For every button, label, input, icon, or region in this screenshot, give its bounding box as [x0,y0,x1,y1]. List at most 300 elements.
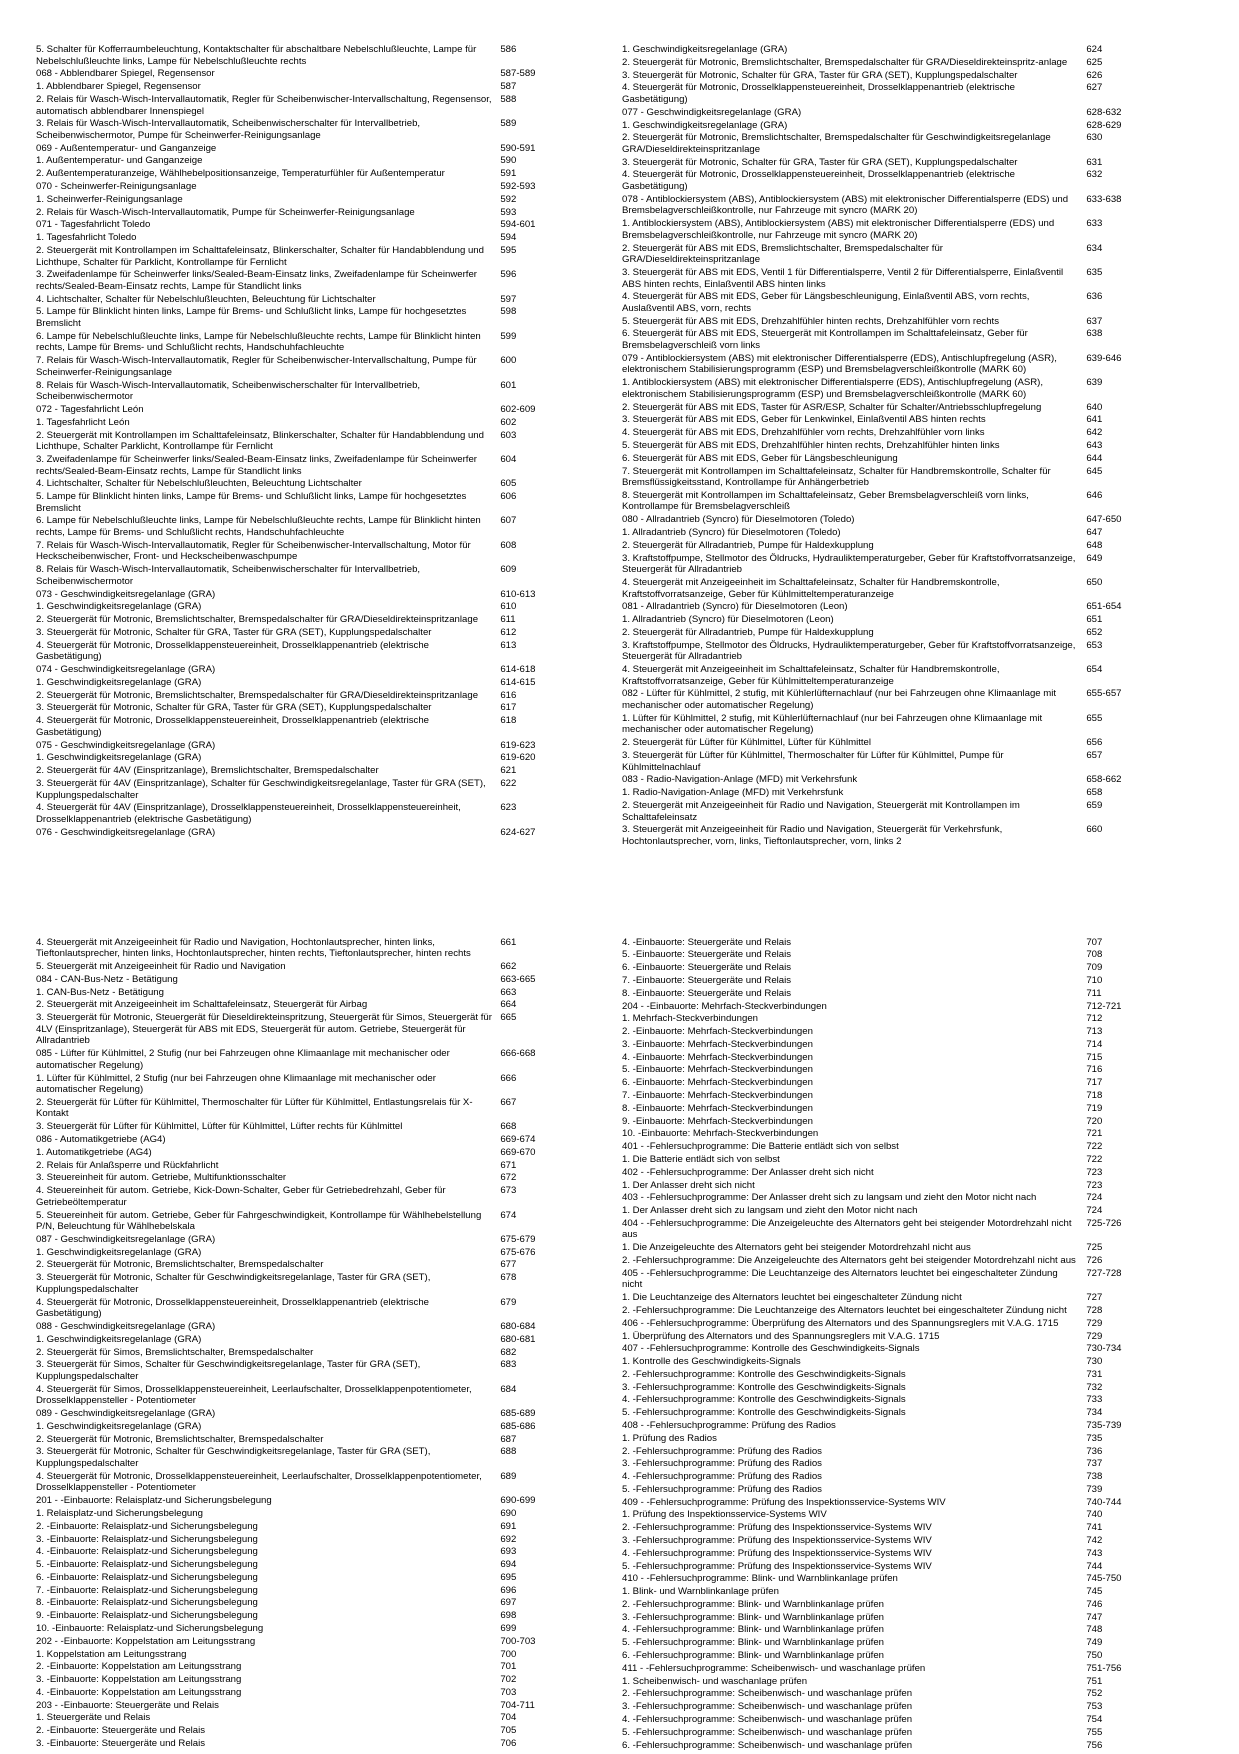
toc-entry-label[interactable]: 406 - -Fehlersuchprogramme: Überprüfung des Alternators und des Spannungsreglers mit V.A.G. 1715 [622,1317,1059,1329]
toc-entry-row[interactable] [622,120,1182,133]
toc-entry-row[interactable] [622,1458,1182,1471]
toc-entry-row[interactable] [622,1255,1182,1268]
toc-entry-row[interactable] [36,999,596,1012]
toc-entry-row[interactable] [622,601,1182,614]
toc-entry-label[interactable]: 4. Steuergerät für Motronic, Drosselklappensteuereinheit, Drosselklappenantrieb (elektrische Gasbetätigung) [36,639,430,663]
toc-entry-label[interactable]: 1. Tagesfahrlicht León [36,416,130,428]
toc-entry-row[interactable] [36,1546,596,1559]
toc-entry-row[interactable] [622,1128,1182,1141]
toc-entry-row[interactable] [36,306,596,330]
toc-entry-row[interactable] [36,417,596,430]
toc-entry-row[interactable] [36,1700,596,1713]
toc-entry-label[interactable]: 4. Steuergerät mit Anzeigeeinheit im Schalttafeleinsatz, Schalter für Handbremskontrolle, Kraftstoffvorratsanzeige, Geber für Kühlmitteltemperaturanzeige [622,664,1000,687]
toc-entry-row[interactable] [36,1661,596,1674]
toc-entry-row[interactable] [36,589,596,602]
toc-entry-label[interactable]: 4. Steuergerät mit Anzeigeeinheit für Radio und Navigation, Hochtonlautsprecher, hinten links, Tieftonlautsprecher, hinten links, Hochtonlautsprecher, hinten rechts, Tieftonlautsprecher, hinten rechts [36,936,471,960]
toc-entry-label[interactable]: 6. Lampe für Nebelschlußleuchte links, Lampe für Nebelschlußleuchte rechts, Lampe für Blinklicht hinten rechts, Lampe für Brems- und Schlußlicht rechts, Handschuhfachleuchte [36,330,481,354]
toc-entry-row[interactable] [622,267,1182,291]
toc-entry-row[interactable] [36,1471,596,1495]
toc-entry-label[interactable]: 087 - Geschwindigkeitsregelanlage (GRA) [36,1233,216,1245]
toc-entry-row[interactable] [36,961,596,974]
toc-entry-row[interactable] [36,1160,596,1173]
toc-entry-row[interactable] [36,1738,596,1751]
toc-entry-row[interactable] [622,1268,1182,1292]
toc-entry-label[interactable]: 4. -Fehlersuchprogramme: Prüfung des Inspektionsservice-Systems WIV [622,1547,932,1559]
toc-entry-row[interactable] [36,1495,596,1508]
toc-entry-row[interactable] [622,377,1182,401]
toc-entry-label[interactable]: 3. Steuergerät für Motronic, Schalter für GRA, Taster für GRA (SET), Kupplungspedalschalter [622,156,1018,168]
toc-entry-label[interactable]: 1. Steuergeräte und Relais [36,1712,151,1724]
toc-entry-label[interactable]: 1. Mehrfach-Steckverbindungen [622,1013,758,1025]
toc-entry-label[interactable]: 4. Lichtschalter, Schalter für Nebelschlußleuchten, Beleuchtung Lichtschalter [36,478,362,490]
toc-entry-label[interactable]: 202 - -Einbauorte: Koppelstation am Leitungsstrang [36,1635,256,1647]
toc-entry-label[interactable]: 1. Lüfter für Kühlmittel, 2 Stufig (nur bei Fahrzeugen ohne Klimaanlage mit mechanischer oder automatischer Regelung) [36,1072,436,1096]
toc-entry-label[interactable]: 2. Relais für Anlaßsperre und Rückfahrlicht [36,1159,219,1171]
toc-entry-label[interactable]: 3. Steuergerät für Lüfter für Kühlmittel, Thermoschalter für Lüfter für Kühlmittel, Pumpe für Kühlmittelnachlauf [622,749,1004,773]
toc-entry-row[interactable] [36,430,596,454]
toc-entry-label[interactable]: 1. Blink- und Warnblinkanlage prüfen [622,1586,779,1598]
toc-entry-label[interactable]: 4. Steuergerät für 4AV (Einspritzanlage), Drosselklappensteuereinheit, Drosselklappensteuereinheit, Drosselklappenantrieb (elektrische Gasbetätigung) [36,802,461,825]
toc-entry-label[interactable]: 1. Koppelstation am Leitungsstrang [36,1648,187,1660]
toc-entry-label[interactable]: 2. Steuergerät für ABS mit EDS, Taster für ASR/ESP, Schalter für Schalter/Antriebsschlupfregelung [622,401,1042,413]
toc-entry-row[interactable] [36,1321,596,1334]
toc-entry-row[interactable] [36,540,596,564]
toc-entry-label[interactable]: 3. Steuereinheit für autom. Getriebe, Multifunktionsschalter [36,1172,287,1184]
toc-entry-label[interactable]: 8. -Einbauorte: Relaisplatz-und Sicherungsbelegung [36,1597,258,1609]
toc-entry-label[interactable]: 10. -Einbauorte: Mehrfach-Steckverbindungen [622,1128,819,1140]
toc-entry-row[interactable] [622,1026,1182,1039]
toc-entry-label[interactable]: 201 - -Einbauorte: Relaisplatz-und Sicherungsbelegung [36,1495,272,1507]
toc-entry-row[interactable] [622,1292,1182,1305]
toc-entry-label[interactable]: 6. -Einbauorte: Steuergeräte und Relais [622,962,792,974]
toc-entry-label[interactable]: 2. Außentemperaturanzeige, Wählhebelpositionsanzeige, Temperaturfühler für Außentemperatur [36,168,445,180]
toc-entry-label[interactable]: 2. Steuergerät für Lüfter für Kühlmittel, Thermoschalter für Lüfter für Kühlmittel, Entlastungsrelais für X-Kontakt [36,1096,473,1120]
toc-entry-row[interactable] [622,1599,1182,1612]
toc-entry-row[interactable] [622,194,1182,218]
toc-entry-label[interactable]: 5. Schalter für Kofferraumbeleuchtung, Kontaktschalter für abschaltbare Nebelschlußleuchte, Lampe für Nebelschlußleuchte links, Lampe für Nebelschlußleuchte rechts [36,44,477,67]
toc-entry-row[interactable] [36,118,596,142]
toc-entry-label[interactable]: 080 - Allradantrieb (Syncro) für Dieselmotoren (Toledo) [622,514,855,526]
toc-entry-label[interactable]: 2. Steuergerät für Allradantrieb, Pumpe für Haldexkupplung [622,539,874,551]
toc-entry-label[interactable]: 4. -Fehlersuchprogramme: Kontrolle des Geschwindigkeits-Signals [622,1394,906,1406]
toc-entry-label[interactable]: 088 - Geschwindigkeitsregelanlage (GRA) [36,1321,216,1332]
toc-entry-row[interactable] [622,490,1182,514]
toc-entry-label[interactable]: 8. Relais für Wasch-Wisch-Intervallautomatik, Scheibenwischerschalter für Intervallbetrieb, Scheibenwischermotor [36,379,421,403]
toc-entry-label[interactable]: 089 - Geschwindigkeitsregelanlage (GRA) [36,1408,216,1420]
toc-entry-row[interactable] [36,1359,596,1383]
toc-entry-row[interactable] [36,1247,596,1260]
toc-entry-label[interactable]: 1. Überprüfung des Alternators und des Spannungsreglers mit V.A.G. 1715 [622,1330,940,1342]
toc-entry-row[interactable] [622,1356,1182,1369]
toc-entry-row[interactable] [36,1073,596,1097]
toc-entry-row[interactable] [36,1434,596,1447]
toc-entry-row[interactable] [622,1141,1182,1154]
toc-entry-label[interactable]: 6. Steuergerät für ABS mit EDS, Geber für Längsbeschleunigung [622,452,898,464]
toc-entry-label[interactable]: 5. -Fehlersuchprogramme: Kontrolle des Geschwindigkeits-Signals [622,1407,906,1419]
toc-entry-label[interactable]: 4. -Einbauorte: Koppelstation am Leitungsstrang [36,1686,242,1698]
toc-entry-row[interactable] [36,702,596,715]
toc-entry-row[interactable] [622,1740,1182,1753]
toc-entry-label[interactable]: 2. Steuergerät für ABS mit EDS, Bremslichtschalter, Bremspedalschalter für GRA/Dieseldirekteinspritzanlage [622,242,943,266]
toc-entry-row[interactable] [622,553,1182,577]
toc-entry-row[interactable] [622,1535,1182,1548]
toc-entry-row[interactable] [622,1394,1182,1407]
toc-entry-label[interactable]: 071 - Tagesfahrlicht Toledo [36,219,151,231]
toc-entry-label[interactable]: 1. Geschwindigkeitsregelanlage (GRA) [36,1333,202,1345]
toc-entry-label[interactable]: 075 - Geschwindigkeitsregelanlage (GRA) [36,739,216,751]
toc-entry-label[interactable]: 083 - Radio-Navigation-Anlage (MFD) mit Verkehrsfunk [622,774,858,786]
toc-entry-label[interactable]: 2. -Fehlersuchprogramme: Die Anzeigeleuchte des Alternators geht bei steigender Motordrehzahl nicht aus [622,1255,1076,1266]
toc-entry-label[interactable]: 1. Geschwindigkeitsregelanlage (GRA) [622,119,788,131]
toc-entry-row[interactable] [622,750,1182,774]
toc-entry-label[interactable]: 404 - -Fehlersuchprogramme: Die Anzeigeleuchte des Alternators geht bei steigender Motordrehzahl nicht aus [622,1217,1072,1241]
toc-entry-row[interactable] [36,68,596,81]
toc-entry-row[interactable] [622,1701,1182,1714]
toc-entry-row[interactable] [622,1612,1182,1625]
toc-entry-row[interactable] [36,331,596,355]
toc-entry-label[interactable]: 2. Steuergerät für 4AV (Einspritzanlage), Bremslichtschalter, Bremspedalschalter [36,765,379,777]
toc-entry-row[interactable] [36,564,596,588]
toc-entry-label[interactable]: 3. -Einbauorte: Koppelstation am Leitungsstrang [36,1674,242,1686]
toc-entry-row[interactable] [36,1097,596,1121]
toc-entry-label[interactable]: 3. -Fehlersuchprogramme: Scheibenwisch- und waschanlage prüfen [622,1701,913,1713]
toc-entry-label[interactable]: 8. Steuergerät mit Kontrollampen im Schalttafeleinsatz, Geber Bremsbelagverschleiß vorn links, Kontrollampe für Bremsbelagverschleiß [622,489,1029,513]
toc-entry-row[interactable] [622,402,1182,415]
toc-entry-label[interactable]: 1. Antiblockiersystem (ABS) mit elektronischer Differentialsperre (EDS), Antischlupfregelung (ASR), elektronischem Stabilisierungsprogramm (ESP) und Bremsbelagverschleißkontrolle (MARK 60) [622,377,1044,400]
toc-entry-row[interactable] [622,1090,1182,1103]
toc-entry-label[interactable]: 2. -Fehlersuchprogramme: Die Leuchtanzeige des Alternators leuchtet bei eingeschalteter Zündung nicht [622,1304,1067,1316]
toc-entry-row[interactable] [36,1384,596,1408]
toc-entry-label[interactable]: 4. Steuergerät für ABS mit EDS, Geber für Längsbeschleunigung, Einlaßventil ABS, vorn rechts, Auslaßventil ABS, vorn, rechts [622,291,1030,314]
toc-entry-label[interactable]: 5. -Einbauorte: Steuergeräte und Relais [622,949,792,961]
toc-entry-label[interactable]: 2. -Fehlersuchprogramme: Scheibenwisch- und waschanlage prüfen [622,1688,913,1700]
toc-entry-row[interactable] [622,169,1182,193]
toc-entry-row[interactable] [36,1421,596,1434]
toc-entry-label[interactable]: 3. Steuergerät für Motronic, Schalter für GRA, Taster für GRA (SET), Kupplungspedalschalter [36,702,432,714]
toc-entry-label[interactable]: 2. Steuergerät für Motronic, Bremslichtschalter, Bremspedalschalter für GRA/Dieseldirekteinspritzanlage [36,614,479,626]
toc-entry-label[interactable]: 069 - Außentemperatur- und Ganganzeige [36,142,217,154]
toc-entry-label[interactable]: 3. Steuergerät für ABS mit EDS, Geber für Lenkwinkel, Einlaßventil ABS hinten rechts [622,414,986,426]
toc-entry-row[interactable] [622,988,1182,1001]
toc-entry-label[interactable]: 7. -Einbauorte: Relaisplatz-und Sicherungsbelegung [36,1584,258,1596]
toc-entry-label[interactable]: 3. -Einbauorte: Mehrfach-Steckverbindungen [622,1038,813,1050]
toc-entry-label[interactable]: 073 - Geschwindigkeitsregelanlage (GRA) [36,588,216,600]
toc-entry-label[interactable]: 5. -Einbauorte: Mehrfach-Steckverbindungen [622,1064,813,1076]
toc-entry-label[interactable]: 082 - Lüfter für Kühlmittel, 2 stufig, mit Kühlerlüfternachlauf (nur bei Fahrzeugen ohne Klimaanlage mit mechanischer oder automatischer Regelung) [622,688,1057,712]
toc-entry-row[interactable] [622,640,1182,664]
toc-entry-row[interactable] [36,143,596,156]
toc-entry-row[interactable] [36,1687,596,1700]
toc-entry-row[interactable] [622,962,1182,975]
toc-entry-label[interactable]: 2. Steuergerät für Simos, Bremslichtschalter, Bremspedalschalter [36,1346,314,1358]
toc-entry-label[interactable]: 2. -Fehlersuchprogramme: Blink- und Warnblinkanlage prüfen [622,1598,885,1610]
toc-entry-row[interactable] [622,1077,1182,1090]
toc-entry-label[interactable]: 3. -Einbauorte: Relaisplatz-und Sicherungsbelegung [36,1533,258,1545]
toc-entry-label[interactable]: 1. Lüfter für Kühlmittel, 2 stufig, mit Kühlerlüfternachlauf (nur bei Fahrzeugen ohne Klimaanlage mit mechanischer oder automatischer Regelung) [622,712,1043,736]
toc-entry-label[interactable]: 1. Radio-Navigation-Anlage (MFD) mit Verkehrsfunk [622,787,844,799]
toc-entry-row[interactable] [622,316,1182,329]
toc-entry-row[interactable] [622,1064,1182,1077]
toc-entry-label[interactable]: 5. -Fehlersuchprogramme: Blink- und Warnblinkanlage prüfen [622,1637,885,1649]
toc-entry-label[interactable]: 3. Zweifadenlampe für Scheinwerfer links/Sealed-Beam-Einsatz links, Zweifadenlampe für Scheinwerfer rechts/Sealed-Beam-Einsatz rechts, Lampe für Standlicht links [36,453,477,477]
toc-entry-label[interactable]: 2. -Fehlersuchprogramme: Prüfung des Radios [622,1445,822,1457]
toc-entry-label[interactable]: 7. -Einbauorte: Steuergeräte und Relais [622,975,792,986]
toc-entry-row[interactable] [36,155,596,168]
toc-entry-label[interactable]: 1. Der Anlasser dreht sich zu langsam und zieht den Motor nicht nach [622,1205,918,1217]
toc-entry-label[interactable]: 3. Steuergerät für Lüfter für Kühlmittel, Lüfter für Kühlmittel, Lüfter rechts für Kühlmittel [36,1121,403,1133]
toc-entry-row[interactable] [36,1134,596,1147]
toc-entry-label[interactable]: 2. -Einbauorte: Steuergeräte und Relais [36,1725,206,1737]
toc-entry-label[interactable]: 1. CAN-Bus-Netz - Betätigung [36,986,164,998]
toc-entry-label[interactable]: 070 - Scheinwerfer-Reinigungsanlage [36,181,197,193]
toc-entry-label[interactable]: 204 - -Einbauorte: Mehrfach-Steckverbindungen [622,1000,827,1012]
toc-entry-label[interactable]: 4. -Fehlersuchprogramme: Prüfung des Radios [622,1471,822,1483]
toc-entry-row[interactable] [36,1610,596,1623]
toc-entry-label[interactable]: 1. Allradantrieb (Syncro) für Dieselmotoren (Leon) [622,614,834,626]
toc-entry-label[interactable]: 3. Steuergerät für Motronic, Schalter für GRA, Taster für GRA (SET), Kupplungspedalschalter [36,626,432,638]
toc-entry-label[interactable]: 4. Lichtschalter, Schalter für Nebelschlußleuchten, Beleuchtung für Lichtschalter [36,293,376,305]
toc-entry-row[interactable] [622,540,1182,553]
toc-entry-label[interactable]: 3. Kraftstoffpumpe, Stellmotor des Öldrucks, Hydrauliktemperaturgeber, Geber für Kraftstoffvorratsanzeige, Steuergerät für Allradantrieb [622,639,1076,663]
toc-entry-row[interactable] [622,688,1182,712]
toc-entry-row[interactable] [36,515,596,539]
toc-entry-row[interactable] [36,1572,596,1585]
toc-entry-row[interactable] [622,1727,1182,1740]
toc-entry-label[interactable]: 2. Steuergerät für Motronic, Bremslichtschalter, Bremspedalschalter für GRA/Dieseldirekteinspritzanlage [36,689,479,701]
toc-entry-row[interactable] [36,81,596,94]
toc-entry-label[interactable]: 2. Steuergerät für Lüfter für Kühlmittel, Lüfter für Kühlmittel [622,737,872,749]
toc-entry-row[interactable] [622,1573,1182,1586]
toc-entry-row[interactable] [622,1103,1182,1116]
toc-entry-label[interactable]: 2. -Einbauorte: Mehrfach-Steckverbindungen [622,1026,813,1038]
toc-entry-label[interactable]: 3. Zweifadenlampe für Scheinwerfer links/Sealed-Beam-Einsatz links, Zweifadenlampe für Scheinwerfer rechts/Sealed-Beam-Einsatz rechts, Lampe für Standlicht links [36,269,477,292]
toc-entry-label[interactable]: 2. Relais für Wasch-Wisch-Intervallautomatik, Pumpe für Scheinwerfer-Reinigungsanlage [36,206,415,218]
toc-entry-label[interactable]: 4. Steuergerät für Motronic, Drosselklappensteuereinheit, Drosselklappenantrieb (elektrische Gasbetätigung) [36,715,430,738]
toc-entry-row[interactable] [36,44,596,68]
toc-entry-row[interactable] [36,245,596,269]
toc-entry-label[interactable]: 9. -Einbauorte: Relaisplatz-und Sicherungsbelegung [36,1610,258,1622]
toc-entry-row[interactable] [36,478,596,491]
toc-entry-row[interactable] [622,627,1182,640]
toc-entry-row[interactable] [36,454,596,478]
toc-entry-row[interactable] [622,527,1182,540]
toc-entry-label[interactable]: 9. -Einbauorte: Mehrfach-Steckverbindungen [622,1115,813,1127]
toc-entry-row[interactable] [36,1623,596,1636]
toc-entry-row[interactable] [622,1218,1182,1242]
toc-entry-row[interactable] [36,987,596,1000]
toc-entry-row[interactable] [622,787,1182,800]
toc-entry-label[interactable]: 1. Scheibenwisch- und waschanlage prüfen [622,1675,808,1687]
toc-entry-row[interactable] [622,218,1182,242]
toc-entry-row[interactable] [36,640,596,664]
toc-entry-label[interactable]: 1. Allradantrieb (Syncro) für Dieselmotoren (Toledo) [622,527,841,539]
toc-entry-row[interactable] [622,737,1182,750]
toc-entry-label[interactable]: 5. Lampe für Blinklicht hinten links, Lampe für Brems- und Schlußlicht links, Lampe für hochgesetztes Bremslicht [36,491,467,514]
toc-entry-label[interactable]: 8. Relais für Wasch-Wisch-Intervallautomatik, Scheibenwischerschalter für Intervallbetrieb, Scheibenwischermotor [36,564,421,587]
toc-entry-label[interactable]: 1. Geschwindigkeitsregelanlage (GRA) [36,676,202,688]
toc-entry-label[interactable]: 2. -Fehlersuchprogramme: Prüfung des Inspektionsservice-Systems WIV [622,1522,932,1534]
toc-entry-label[interactable]: 072 - Tagesfahrlicht León [36,403,144,415]
toc-entry-label[interactable]: 3. -Fehlersuchprogramme: Blink- und Warnblinkanlage prüfen [622,1611,885,1623]
toc-entry-row[interactable] [36,802,596,826]
toc-entry-label[interactable]: 3. Steuergerät für Motronic, Steuergerät für Dieseldirekteinspritzung, Steuergerät für Simos, Steuergerät für 4LV (Einspritzanlage), Steuergerät für ABS mit EDS, Steuergerät für autom. Getriebe, Steuergerät für Allradantrieb [36,1012,492,1047]
toc-entry-row[interactable] [36,1649,596,1662]
toc-entry-label[interactable]: 410 - -Fehlersuchprogramme: Blink- und Warnblinkanlage prüfen [622,1573,898,1585]
toc-entry-label[interactable]: 077 - Geschwindigkeitsregelanlage (GRA) [622,106,802,118]
toc-entry-row[interactable] [622,1714,1182,1727]
toc-entry-label[interactable]: 068 - Abblendbarer Spiegel, Regensensor [36,68,215,80]
toc-entry-row[interactable] [36,614,596,627]
toc-entry-label[interactable]: 1. Antiblockiersystem (ABS), Antiblockiersystem (ABS) mit elektronischer Differentialsperre (EDS) und Bremsbelagverschleißkontrolle, nur Fahrzeuge mit syncro (MARK 20) [622,218,1055,241]
toc-entry-label[interactable]: 078 - Antiblockiersystem (ABS), Antiblockiersystem (ABS) mit elektronischer Differentialsperre (EDS) und Bremsbelagverschleißkontrolle, nur Fahrzeuge mit syncro (MARK 20) [622,193,1069,217]
toc-entry-row[interactable] [622,1305,1182,1318]
toc-entry-row[interactable] [622,614,1182,627]
toc-entry-label[interactable]: 1. Prüfung des Radios [622,1432,717,1444]
toc-entry-row[interactable] [622,353,1182,377]
toc-entry-row[interactable] [622,1039,1182,1052]
toc-entry-label[interactable]: 2. Steuergerät mit Kontrollampen im Schalttafeleinsatz, Blinkerschalter, Schalter für Handabblendung und Lichthupe, Schalter Parklicht, Kontrollampe für Fernlicht [36,429,484,453]
toc-entry-row[interactable] [622,1420,1182,1433]
toc-entry-row[interactable] [36,1147,596,1160]
toc-entry-row[interactable] [622,1586,1182,1599]
toc-entry-row[interactable] [36,627,596,640]
toc-entry-row[interactable] [622,1154,1182,1167]
toc-entry-label[interactable]: 3. -Fehlersuchprogramme: Prüfung des Radios [622,1458,822,1470]
toc-entry-row[interactable] [36,1259,596,1272]
toc-entry-label[interactable]: 3. Steuergerät für Motronic, Schalter für GRA, Taster für GRA (SET), Kupplungspedalschalter [622,69,1018,81]
toc-entry-row[interactable] [36,380,596,404]
toc-entry-row[interactable] [36,194,596,207]
toc-entry-row[interactable] [622,1242,1182,1255]
toc-entry-row[interactable] [622,1676,1182,1689]
toc-entry-row[interactable] [36,1585,596,1598]
toc-entry-label[interactable]: 074 - Geschwindigkeitsregelanlage (GRA) [36,664,216,676]
toc-entry-row[interactable] [622,328,1182,352]
toc-entry-label[interactable]: 5. Lampe für Blinklicht hinten links, Lampe für Brems- und Schlußlicht links, Lampe für hochgesetztes Bremslicht [36,306,467,330]
toc-entry-row[interactable] [36,181,596,194]
toc-entry-label[interactable]: 3. -Einbauorte: Steuergeräte und Relais [36,1738,206,1750]
toc-entry-label[interactable]: 203 - -Einbauorte: Steuergeräte und Relais [36,1699,219,1711]
toc-entry-label[interactable]: 4. Steuergerät mit Anzeigeeinheit im Schalttafeleinsatz, Schalter für Handbremskontrolle, Kraftstoffvorratsanzeige, Geber für Kühlmitteltemperaturanzeige [622,576,1000,600]
toc-entry-row[interactable] [36,1408,596,1421]
toc-entry-label[interactable]: 3. -Fehlersuchprogramme: Kontrolle des Geschwindigkeits-Signals [622,1381,906,1393]
toc-entry-label[interactable]: 6. -Einbauorte: Mehrfach-Steckverbindungen [622,1077,813,1089]
toc-entry-label[interactable]: 1. Abblendbarer Spiegel, Regensensor [36,81,201,93]
toc-entry-row[interactable] [622,1497,1182,1510]
toc-entry-label[interactable]: 3. Steuergerät mit Anzeigeeinheit für Radio und Navigation, Steuergerät für Verkehrsfunk, Hochtonlautsprecher, vorn, links, Tieftonlautsprecher, vorn, links 2 [622,824,1003,847]
toc-entry-row[interactable] [622,800,1182,824]
toc-entry-label[interactable]: 1. Die Batterie entlädt sich von selbst [622,1153,780,1165]
toc-entry-label[interactable]: 3. Steuergerät für 4AV (Einspritzanlage), Schalter für Geschwindigkeitsregelanlage, Taster für GRA (SET), Kupplungspedalschalter [36,777,486,801]
toc-entry-row[interactable] [36,294,596,307]
toc-entry-label[interactable]: 084 - CAN-Bus-Netz - Betätigung [36,973,178,985]
toc-entry-label[interactable]: 407 - -Fehlersuchprogramme: Kontrolle des Geschwindigkeits-Signals [622,1343,920,1355]
toc-entry-label[interactable]: 1. Die Leuchtanzeige des Alternators leuchtet bei eingeschalteter Zündung nicht [622,1292,962,1304]
toc-entry-row[interactable] [622,70,1182,83]
toc-entry-row[interactable] [622,1205,1182,1218]
toc-entry-row[interactable] [622,466,1182,490]
toc-entry-row[interactable] [36,491,596,515]
toc-entry-row[interactable] [622,57,1182,70]
toc-entry-row[interactable] [622,514,1182,527]
toc-entry-row[interactable] [36,1347,596,1360]
toc-entry-label[interactable]: 5. -Einbauorte: Relaisplatz-und Sicherungsbelegung [36,1559,258,1571]
toc-entry-row[interactable] [36,94,596,118]
toc-entry-row[interactable] [36,1121,596,1134]
toc-entry-row[interactable] [36,1185,596,1209]
toc-entry-row[interactable] [622,82,1182,106]
toc-entry-row[interactable] [622,1180,1182,1193]
toc-entry-row[interactable] [622,1343,1182,1356]
toc-entry-row[interactable] [622,1446,1182,1459]
toc-entry-row[interactable] [622,1663,1182,1676]
toc-entry-row[interactable] [36,219,596,232]
toc-entry-row[interactable] [36,1534,596,1547]
toc-entry-row[interactable] [622,937,1182,950]
toc-entry-label[interactable]: 1. Relaisplatz-und Sicherungsbelegung [36,1507,203,1519]
toc-entry-row[interactable] [622,1637,1182,1650]
toc-entry-label[interactable]: 402 - -Fehlersuchprogramme: Der Anlasser dreht sich nicht [622,1166,874,1178]
toc-entry-label[interactable]: 2. -Einbauorte: Relaisplatz-und Sicherungsbelegung [36,1520,258,1532]
toc-entry-label[interactable]: 2. -Einbauorte: Koppelstation am Leitungsstrang [36,1661,242,1673]
toc-entry-label[interactable]: 079 - Antiblockiersystem (ABS) mit elektronischer Differentialsperre (EDS), Antischlupfregelung (ASR), elektronischem Stabilisierungsprogramm (ESP) und Bremsbelagverschleißkontrolle (MARK 60) [622,352,1057,376]
toc-entry-label[interactable]: 1. Kontrolle des Geschwindigkeits-Signals [622,1356,801,1368]
toc-entry-row[interactable] [622,107,1182,120]
toc-entry-row[interactable] [622,975,1182,988]
toc-entry-label[interactable]: 405 - -Fehlersuchprogramme: Die Leuchtanzeige des Alternators leuchtet bei eingeschalteter Zündung nicht [622,1267,1058,1291]
toc-entry-label[interactable]: 5. Steuergerät für ABS mit EDS, Drehzahlfühler hinten rechts, Drehzahlfühler vorn rechts [622,315,999,327]
toc-entry-row[interactable] [622,824,1182,848]
toc-entry-row[interactable] [622,1116,1182,1129]
toc-entry-label[interactable]: 8. -Einbauorte: Mehrfach-Steckverbindungen [622,1102,813,1114]
toc-entry-label[interactable]: 1. Der Anlasser dreht sich nicht [622,1179,755,1191]
toc-entry-row[interactable] [622,440,1182,453]
toc-entry-row[interactable] [36,715,596,739]
toc-entry-row[interactable] [36,778,596,802]
toc-entry-row[interactable] [36,1508,596,1521]
toc-entry-label[interactable]: 3. Steuergerät für ABS mit EDS, Ventil 1 für Differentialsperre, Ventil 2 für Differentialsperre, Einlaßventil ABS hinten rechts, Einlaßventil ABS hinten links [622,266,1064,290]
toc-entry-label[interactable]: 3. Kraftstoffpumpe, Stellmotor des Öldrucks, Hydrauliktemperaturgeber, Geber für Kraftstoffvorratsanzeige, Steuergerät für Allradantrieb [622,552,1076,576]
toc-entry-row[interactable] [622,291,1182,315]
toc-entry-row[interactable] [36,1597,596,1610]
toc-entry-row[interactable] [36,765,596,778]
toc-entry-label[interactable]: 2. -Fehlersuchprogramme: Kontrolle des Geschwindigkeits-Signals [622,1368,906,1380]
toc-entry-row[interactable] [622,1318,1182,1331]
toc-entry-row[interactable] [36,207,596,220]
toc-entry-row[interactable] [36,974,596,987]
toc-entry-row[interactable] [622,1650,1182,1663]
toc-entry-row[interactable] [36,1297,596,1321]
toc-entry-row[interactable] [622,1624,1182,1637]
toc-entry-label[interactable]: 076 - Geschwindigkeitsregelanlage (GRA) [36,826,216,838]
toc-entry-row[interactable] [36,1712,596,1725]
toc-entry-label[interactable]: 10. -Einbauorte: Relaisplatz-und Sicherungsbelegung [36,1623,264,1634]
toc-entry-row[interactable] [36,827,596,840]
toc-entry-row[interactable] [622,453,1182,466]
toc-entry-row[interactable] [622,1167,1182,1180]
toc-entry-row[interactable] [36,404,596,417]
toc-entry-row[interactable] [622,577,1182,601]
toc-entry-label[interactable]: 4. -Einbauorte: Steuergeräte und Relais [622,936,792,948]
toc-entry-label[interactable]: 2. Steuergerät für Motronic, Bremslichtschalter, Bremspedalschalter für GRA/Dieseldirekteinspritz-anlage [622,56,1068,68]
toc-entry-label[interactable]: 5. -Fehlersuchprogramme: Scheibenwisch- und waschanlage prüfen [622,1726,913,1738]
toc-entry-row[interactable] [36,690,596,703]
toc-entry-row[interactable] [36,1334,596,1347]
toc-entry-label[interactable]: 6. -Fehlersuchprogramme: Scheibenwisch- und waschanlage prüfen [622,1739,913,1751]
toc-entry-row[interactable] [36,355,596,379]
toc-entry-row[interactable] [36,1012,596,1048]
toc-entry-row[interactable] [622,1471,1182,1484]
